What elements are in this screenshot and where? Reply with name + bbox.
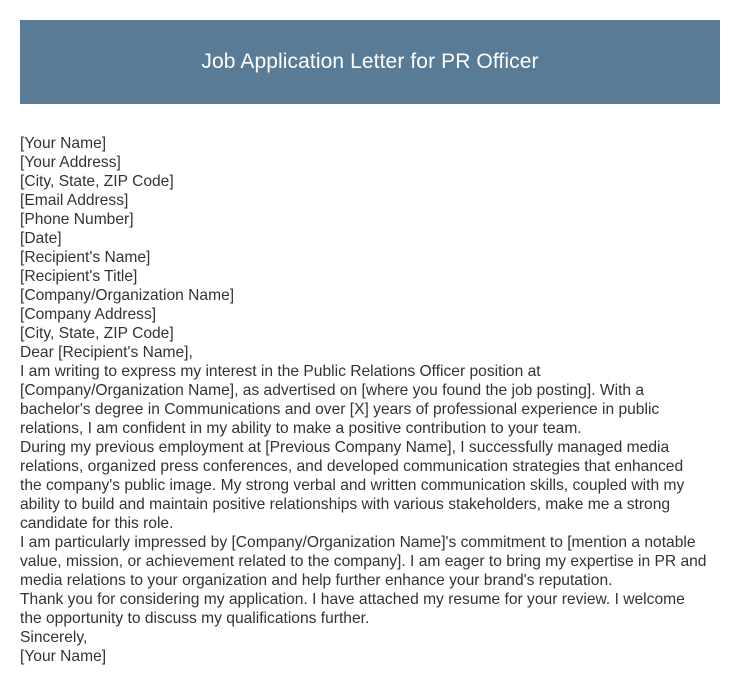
paragraph-company-interest (20, 533, 722, 590)
sender-block (20, 134, 722, 248)
paragraph-intro (20, 362, 722, 438)
paragraph-line: I am particularly impressed by [Company/Organization Name]'s commitment to [mention a notable (20, 534, 696, 551)
sender-phone: [Phone Number] (20, 211, 134, 228)
paragraph-thanks (20, 590, 722, 628)
sender-address: [Your Address] (20, 154, 121, 171)
paragraph-line: [Company/Organization Name], as advertised on [where you found the job posting]. With a (20, 382, 645, 399)
recipient-name: [Recipient's Name] (20, 249, 151, 266)
paragraph-line: the company's public image. My strong verbal and written communication skills, coupled with my (20, 477, 685, 494)
paragraph-line: ability to build and maintain positive relationships with various stakeholders, make me a strong (20, 496, 671, 513)
paragraph-experience (20, 438, 722, 533)
letter-body (20, 134, 722, 666)
recipient-city-state-zip: [City, State, ZIP Code] (20, 325, 174, 342)
closing: Sincerely, (20, 629, 88, 646)
paragraph-line: Thank you for considering my application. I have attached my resume for your review. I welcome (20, 591, 685, 608)
paragraph-line: the opportunity to discuss my qualifications further. (20, 610, 370, 627)
paragraph-line: candidate for this role. (20, 515, 174, 532)
paragraph-line: relations, organized press conferences, and developed communication strategies that enhanced (20, 458, 684, 475)
sender-city-state-zip: [City, State, ZIP Code] (20, 173, 174, 190)
salutation: Dear [Recipient's Name], (20, 344, 193, 361)
recipient-company: [Company/Organization Name] (20, 287, 235, 304)
paragraph-line: relations, I am confident in my ability to make a positive contribution to your team. (20, 420, 582, 437)
recipient-title: [Recipient's Title] (20, 268, 138, 285)
recipient-address: [Company Address] (20, 306, 157, 323)
letter-date: [Date] (20, 230, 62, 247)
signature-name: [Your Name] (20, 648, 107, 665)
paragraph-line: value, mission, or achievement related to the company]. I am eager to bring my expertise in PR and (20, 553, 707, 570)
title-banner (20, 20, 720, 104)
sender-name: [Your Name] (20, 135, 107, 152)
sender-email: [Email Address] (20, 192, 129, 209)
paragraph-line: media relations to your organization and help further enhance your brand's reputation. (20, 572, 613, 589)
page-title: Job Application Letter for PR Officer (201, 50, 539, 73)
recipient-block (20, 248, 722, 343)
paragraph-line: bachelor's degree in Communications and over [X] years of professional experience in public (20, 401, 660, 418)
paragraph-line: I am writing to express my interest in the Public Relations Officer position at (20, 363, 541, 380)
paragraph-line: During my previous employment at [Previous Company Name], I successfully managed media (20, 439, 670, 456)
